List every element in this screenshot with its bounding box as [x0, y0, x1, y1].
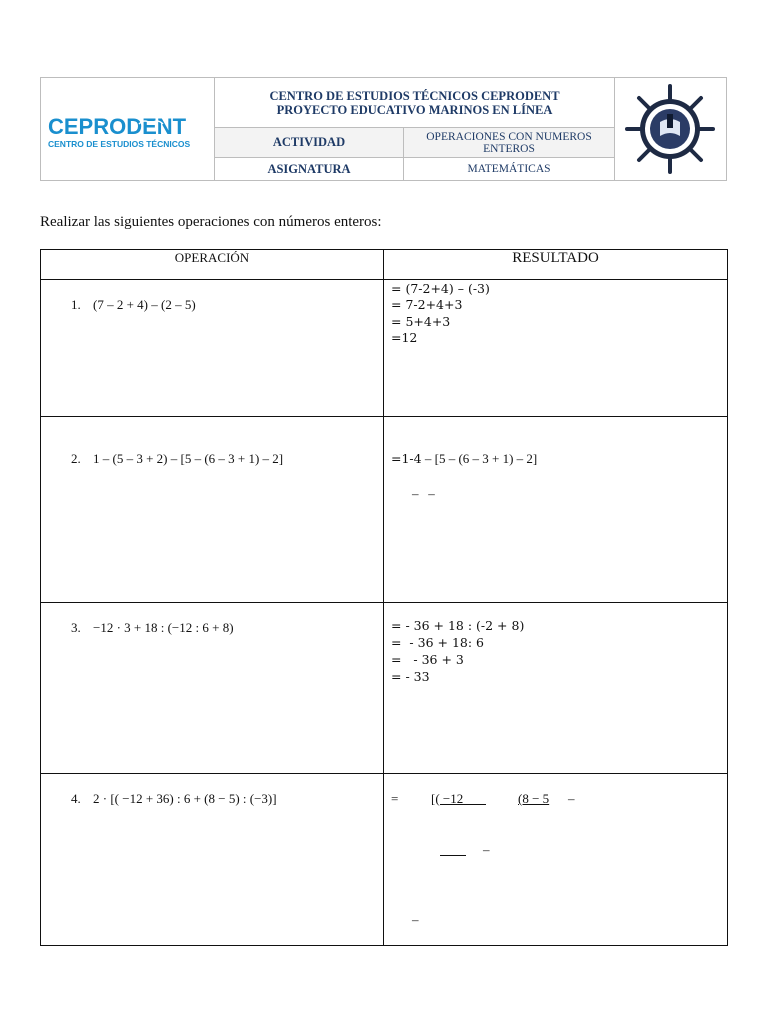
result-fragment: [( −12	[431, 791, 486, 806]
operation-number: 1.	[71, 297, 81, 312]
document-header	[40, 77, 727, 181]
result-cell	[384, 774, 728, 946]
result-line: = - 36 + 3	[391, 652, 464, 667]
logo-text: CEPRODENT	[48, 114, 187, 139]
actividad-row	[215, 128, 614, 158]
operation-text	[71, 791, 277, 807]
result-dash: –	[412, 912, 419, 927]
operation-expression: 1 – (5 – 3 + 2) – [5 – (6 – 3 + 1) – 2]	[93, 451, 284, 466]
table-row	[41, 280, 728, 417]
operations-table	[40, 249, 728, 946]
emblem-cell	[614, 78, 726, 180]
logo-cell	[41, 78, 215, 180]
header-title-line1: CENTRO DE ESTUDIOS TÉCNICOS CEPRODENT	[269, 88, 560, 103]
result-cell	[384, 280, 728, 417]
header-title-line2: PROYECTO EDUCATIVO MARINOS EN LÍNEA	[276, 102, 553, 117]
actividad-value: OPERACIONES CON NUMEROS ENTEROS	[426, 130, 592, 155]
operation-text	[71, 451, 283, 467]
operation-cell	[41, 603, 384, 774]
result-line: = 5+4+3	[391, 314, 451, 329]
result-prefix: =1-4	[391, 451, 422, 466]
asignatura-value: MATEMÁTICAS	[467, 163, 551, 175]
result-line: = - 36 + 18: 6	[391, 635, 484, 650]
result-dash: –	[568, 791, 575, 806]
operation-expression: −12 · 3 + 18 : (−12 : 6 + 8)	[93, 620, 234, 635]
operation-number: 4.	[71, 791, 81, 806]
asignatura-row	[215, 158, 614, 180]
operation-text	[71, 620, 234, 636]
operation-expression: 2 · [( −12 + 36) : 6 + (8 − 5) : (−3)]	[93, 791, 277, 806]
result-dash: –	[483, 842, 490, 857]
table-row	[41, 417, 728, 603]
result-line: =12	[391, 330, 418, 345]
result-fragment: (8 − 5	[518, 791, 550, 806]
column-header-resultado: RESULTADO	[384, 250, 728, 280]
logo-subtitle: CENTRO DE ESTUDIOS TÉCNICOS	[48, 139, 191, 149]
instruction-text: Realizar las siguientes operaciones con números enteros:	[40, 214, 382, 230]
operation-number: 2.	[71, 451, 81, 466]
result-cell	[384, 417, 728, 603]
result-blank	[440, 842, 466, 858]
table-row	[41, 603, 728, 774]
result-cell	[384, 603, 728, 774]
operation-text	[71, 297, 196, 313]
asignatura-label: ASIGNATURA	[215, 158, 404, 180]
operation-expression: (7 – 2 + 4) – (2 – 5)	[93, 297, 196, 312]
actividad-label: ACTIVIDAD	[215, 128, 404, 157]
result-line	[391, 451, 537, 467]
result-line: – –	[412, 486, 435, 501]
result-line: = 7-2+4+3	[391, 297, 463, 312]
operation-cell	[41, 774, 384, 946]
table-header-row	[41, 250, 728, 280]
header-title	[215, 78, 614, 128]
ceprodent-logo	[41, 78, 215, 180]
table-row	[41, 774, 728, 946]
column-header-operacion: OPERACIÓN	[41, 250, 384, 280]
result-line: = - 36 + 18 : (-2 + 8)	[391, 618, 525, 633]
result-line: = - 33	[391, 669, 430, 684]
result-rest: – [5 – (6 – 3 + 1) – 2]	[421, 451, 538, 466]
result-line: = (7-2+4) – (-3)	[391, 281, 490, 296]
ship-wheel-emblem-icon	[615, 78, 725, 180]
result-equals: =	[391, 791, 399, 806]
operation-cell	[41, 417, 384, 603]
operation-cell	[41, 280, 384, 417]
operation-number: 3.	[71, 620, 81, 635]
